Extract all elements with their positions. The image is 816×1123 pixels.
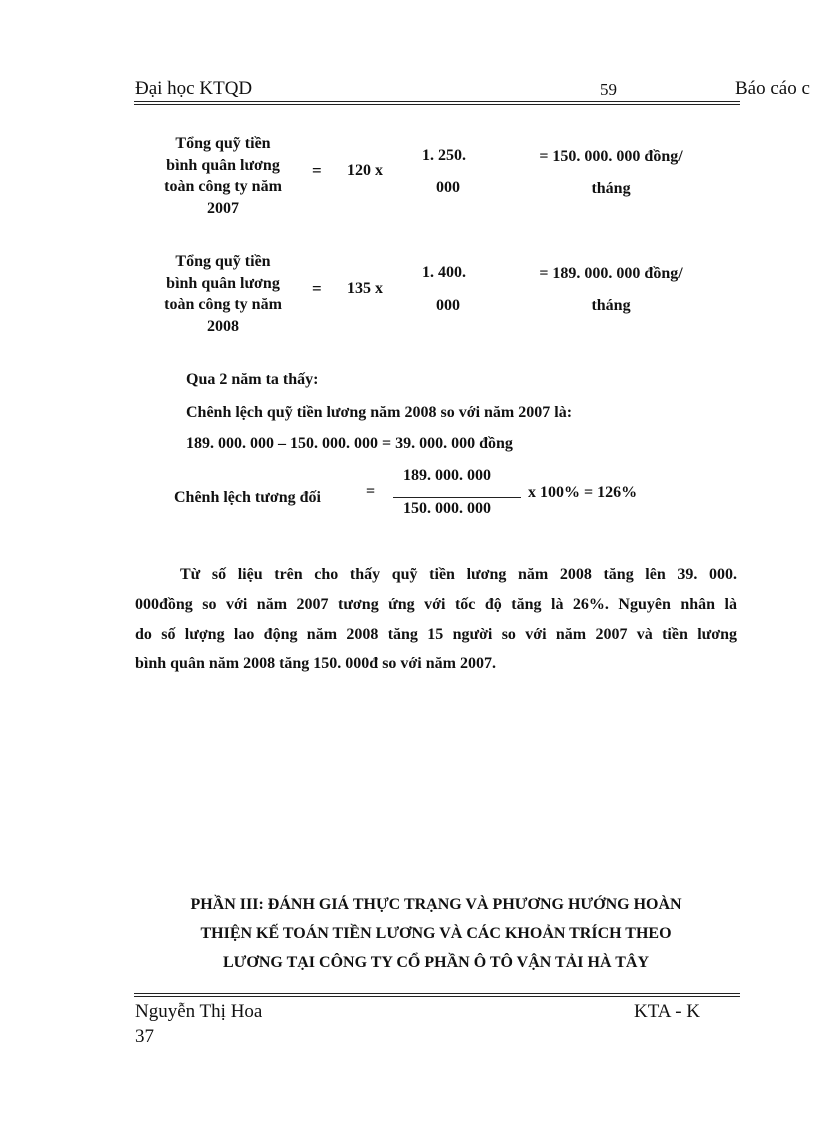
formula-2007-amount-1: 1. 250.: [422, 147, 466, 164]
formula-2007-label: Tổng quỹ tiền bình quân lương toàn công ty năm 2007: [164, 135, 282, 217]
formula-2007-amount-2: 000: [436, 179, 460, 196]
paragraph-line: bình quân năm 2008 tăng 150. 000đ so với năm 2007.: [135, 655, 496, 673]
footer-rule-double: [134, 996, 740, 997]
footer-rule: [134, 993, 740, 994]
formula-2008-amount-1: 1. 400.: [422, 264, 466, 281]
paragraph-line: Từ số liệu trên cho thấy quỹ tiền lương năm 2008 tăng lên 39. 000.: [180, 566, 737, 583]
fraction-numerator: 189. 000. 000: [403, 467, 491, 484]
relative-diff-label: Chênh lệch tương đối: [174, 489, 321, 506]
difference-label: Chênh lệch quỹ tiền lương năm 2008 so với năm 2007 là:: [186, 404, 573, 421]
paragraph-line: do số lượng lao động năm 2008 tăng 15 người so với năm 2007 và tiền lương: [135, 625, 737, 643]
relative-diff-result: x 100% = 126%: [528, 484, 638, 501]
fraction-denominator: 150. 000. 000: [403, 500, 491, 517]
conclusion-paragraph: [135, 560, 737, 679]
header-rule: [134, 101, 740, 102]
formula-2008-multiplier: 135 x: [347, 280, 383, 297]
page-number: 59: [600, 80, 617, 99]
fraction-bar: [393, 497, 521, 498]
formula-2007-equals: =: [312, 161, 322, 180]
section-title: PHẦN III: ĐÁNH GIÁ THỰC TRẠNG VÀ PHƯƠNG HƯỚNG HOÀN THIỆN KẾ TOÁN TIỀN LƯƠNG VÀ CÁC KHOẢN TRÍCH THEO LƯƠNG TẠI CÔNG TY CỔ PHẦN Ô TÔ VẬN TẢI HÀ TÂY: [190, 896, 682, 971]
analysis-intro: Qua 2 năm ta thấy:: [186, 371, 319, 388]
paragraph-line: 000đồng so với năm 2007 tương ứng với tốc độ tăng là 26%. Nguyên nhân là: [135, 595, 737, 613]
footer-author: Nguyễn Thị Hoa: [135, 1001, 263, 1022]
header-school: Đại học KTQD: [135, 78, 253, 99]
formula-2007-multiplier: 120 x: [347, 162, 383, 179]
footer-author-line2: 37: [135, 1026, 154, 1047]
formula-2007-result: = 150. 000. 000 đồng/ tháng: [539, 148, 683, 197]
footer-class-code: KTA - K: [634, 1001, 701, 1022]
difference-calc: 189. 000. 000 – 150. 000. 000 = 39. 000. 000 đồng: [186, 435, 513, 452]
formula-2008-amount-2: 000: [436, 297, 460, 314]
formula-2008-label: Tổng quỹ tiền bình quân lương toàn công ty năm 2008: [164, 253, 282, 335]
relative-diff-equals: =: [366, 483, 376, 500]
header-report-title: Báo cáo c: [735, 78, 810, 99]
formula-2008-result: = 189. 000. 000 đồng/ tháng: [539, 265, 683, 314]
formula-2008-equals: =: [312, 279, 322, 298]
header-rule-double: [134, 104, 740, 105]
